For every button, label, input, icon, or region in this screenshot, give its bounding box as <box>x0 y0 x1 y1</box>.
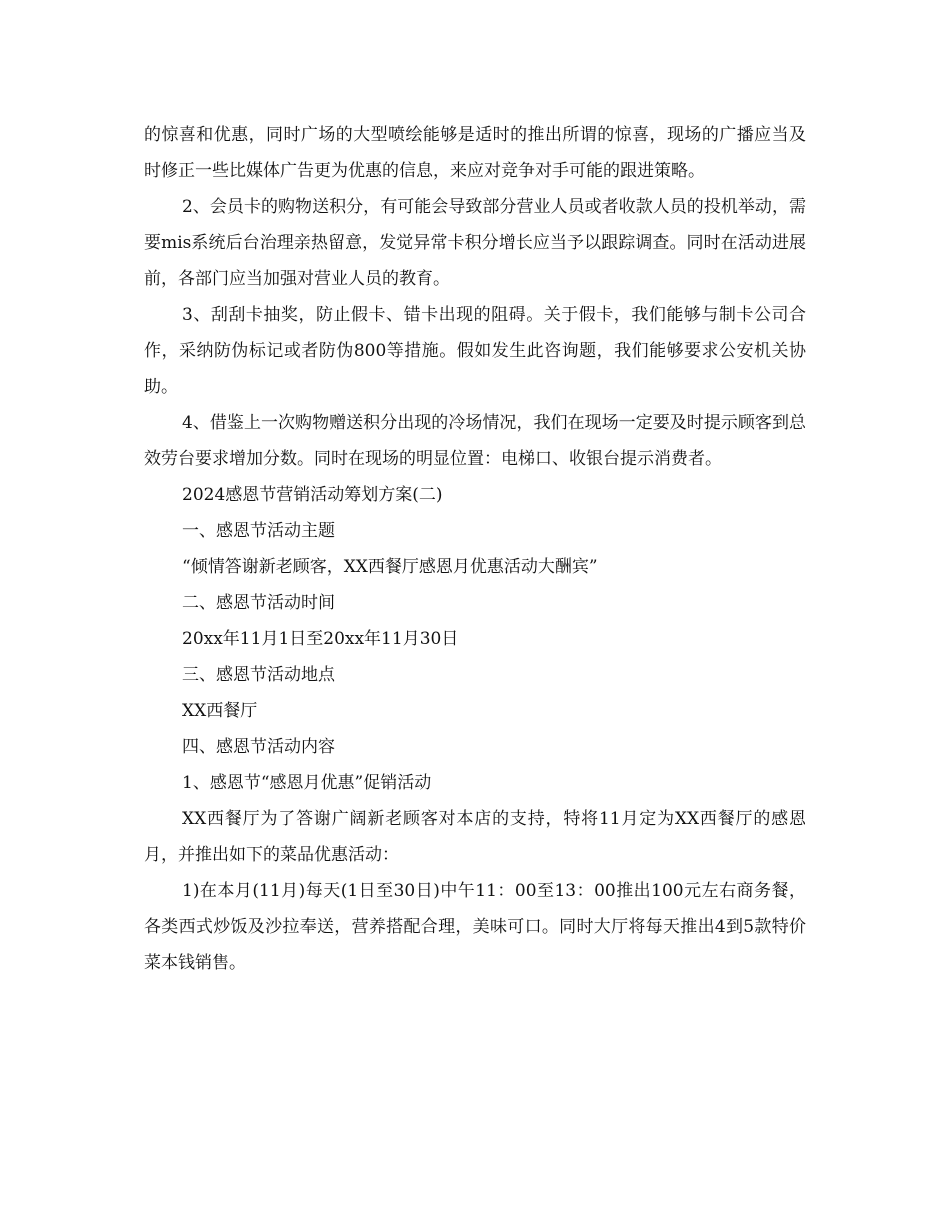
time-text: 20xx年11月1日至20xx年11月30日 <box>182 629 459 649</box>
section-title: 2024感恩节营销活动筹划方案(二) <box>182 485 443 505</box>
heading-time: 二、感恩节活动时间 <box>182 593 335 613</box>
paragraph-continuation: 的惊喜和优惠，同时广场的大型喷绘能够是适时的推出所谓的惊喜，现场的广播应当及时修正一些比媒体广告更为优惠的信息，来应对竞争对手可能的跟进策略。 <box>144 125 806 181</box>
subheading-promotion: 1、感恩节“感恩月优惠”促销活动 <box>182 773 432 793</box>
heading-theme: 一、感恩节活动主题 <box>182 521 335 541</box>
document-body <box>144 117 806 981</box>
promotion-intro: XX西餐厅为了答谢广阔新老顾客对本店的支持，特将11月定为XX西餐厅的感恩月，并推出如下的菜品优惠活动： <box>144 809 806 865</box>
paragraph-item-3: 3、刮刮卡抽奖，防止假卡、错卡出现的阻碍。关于假卡，我们能够与制卡公司合作，采纳防伪标记或者防伪800等措施。假如发生此咨询题，我们能够要求公安机关协助。 <box>144 305 806 397</box>
heading-content: 四、感恩节活动内容 <box>182 737 335 757</box>
paragraph-item-4: 4、借鉴上一次购物赠送积分出现的冷场情况，我们在现场一定要及时提示顾客到总效劳台要求增加分数。同时在现场的明显位置：电梯口、收银台提示消费者。 <box>144 413 806 469</box>
heading-location: 三、感恩节活动地点 <box>182 665 335 685</box>
location-text: XX西餐厅 <box>182 701 258 721</box>
paragraph-item-2: 2、会员卡的购物送积分，有可能会导致部分营业人员或者收款人员的投机举动，需要mis系统后台治理亲热留意，发觉异常卡积分增长应当予以跟踪调查。同时在活动进展前，各部门应当加强对营业人员的教育。 <box>144 197 806 289</box>
theme-text: “倾情答谢新老顾客，XX西餐厅感恩月优惠活动大酬宾” <box>182 557 598 577</box>
promotion-detail-1: 1)在本月(11月)每天(1日至30日)中午11：00至13：00推出100元左右商务餐，各类西式炒饭及沙拉奉送，营养搭配合理，美味可口。同时大厅将每天推出4到5款特价菜本钱销售。 <box>144 881 806 973</box>
